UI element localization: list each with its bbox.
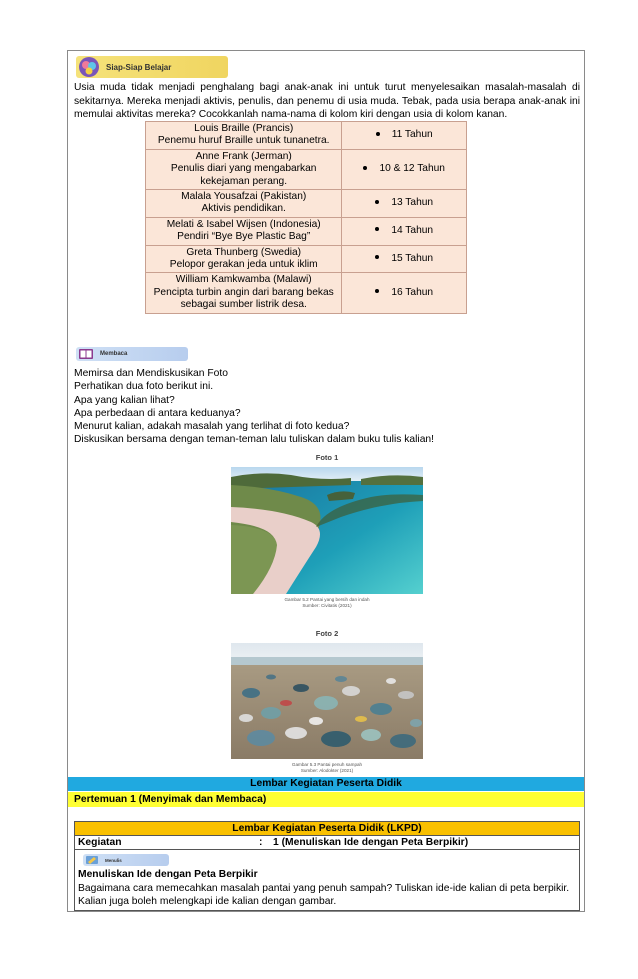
foto-2-caption xyxy=(231,762,423,774)
matching-row xyxy=(146,190,467,218)
lkpd-box xyxy=(74,821,580,911)
lkpd-heading: Menuliskan Ide dengan Peta Berpikir xyxy=(78,869,258,880)
person-cell xyxy=(146,149,342,189)
age-cell xyxy=(342,273,467,313)
age-value: 13 Tahun xyxy=(391,197,434,209)
age-cell xyxy=(342,149,467,189)
bullet-icon xyxy=(375,200,379,204)
person-cell xyxy=(146,122,342,150)
person-name: Anne Frank (Jerman) xyxy=(195,150,292,162)
siap-siap-belajar-label: Siap-Siap Belajar xyxy=(106,62,172,72)
document-page xyxy=(67,50,585,912)
person-cell xyxy=(146,245,342,273)
age-value: 10 & 12 Tahun xyxy=(379,163,445,175)
reading-line: Diskusikan bersama dengan teman-teman lalu tuliskan dalam buku tulis kalian! xyxy=(74,434,435,446)
book-icon xyxy=(78,347,94,361)
person-description: Penulis diari yang mengabarkan kekejaman perang. xyxy=(170,163,317,187)
age-cell xyxy=(342,122,467,150)
foto-2-caption-line: Gambar 5.3 Pantai penuh sampah xyxy=(291,762,363,767)
foto-1-source: Sumber: Civitatis (2021) xyxy=(302,603,352,608)
person-name: Malala Yousafzai (Pakistan) xyxy=(181,191,307,203)
matching-row xyxy=(146,245,467,273)
lkpd-body xyxy=(78,868,578,909)
pencil-icon xyxy=(85,854,99,866)
age-cell xyxy=(342,217,467,245)
person-name: Louis Braille (Prancis) xyxy=(194,123,294,134)
foto-1-caption xyxy=(231,597,423,609)
lkpd-title: Lembar Kegiatan Peserta Didik (LKPD) xyxy=(75,822,579,836)
reading-line: Apa perbedaan di antara keduanya? xyxy=(74,407,241,419)
kegiatan-row xyxy=(75,836,579,850)
intro-paragraph: Usia muda tidak menjadi penghalang bagi anak-anak ini untuk turut menyelesaikan masalah-masalah di sekitarnya. Mereka menjadi aktivis, penulis, dan penemu di usia muda. Tebak, pada usia berapa anak-anak ini memulai aktivitas mereka? Cocokkanlah nama-nama di kolom kiri dengan usia di kolom kanan. xyxy=(74,82,580,121)
littered-beach-photo xyxy=(231,643,423,759)
person-cell xyxy=(146,217,342,245)
kegiatan-label: Kegiatan xyxy=(78,837,122,848)
clean-beach-photo xyxy=(231,467,423,594)
foto-2-source: Sumber: Alodokter (2021) xyxy=(300,768,354,773)
age-value: 15 Tahun xyxy=(391,252,434,264)
reading-line: Menurut kalian, adakah masalah yang terlihat di foto kedua? xyxy=(74,421,350,433)
lembar-kegiatan-bar: Lembar Kegiatan Peserta Didik xyxy=(68,777,584,791)
foto-1-title: Foto 1 xyxy=(315,453,339,462)
person-description: Aktivis pendidikan. xyxy=(201,203,286,215)
pertemuan-bar: Pertemuan 1 (Menyimak dan Membaca) xyxy=(68,792,584,807)
membaca-banner xyxy=(76,347,188,361)
kegiatan-colon: : xyxy=(259,837,263,848)
bullet-icon xyxy=(363,166,367,170)
age-value: 14 Tahun xyxy=(391,225,434,237)
bullet-icon xyxy=(375,289,379,293)
person-cell xyxy=(146,190,342,218)
person-description: Penemu huruf Braille untuk tunanetra. xyxy=(157,135,330,147)
age-cell xyxy=(342,245,467,273)
reading-instructions xyxy=(74,367,434,447)
matching-table xyxy=(145,121,467,314)
lkpd-instructions: Bagaimana cara memecahkan masalah pantai yang penuh sampah? Tuliskan ide-ide kalian di peta berpikir. Kalian juga boleh melengkapi ide kalian dengan gambar. xyxy=(78,882,570,908)
menulis-label: Menulis xyxy=(105,857,122,863)
age-value: 16 Tahun xyxy=(391,286,434,298)
bullet-icon xyxy=(375,255,379,259)
person-description: Pelopor gerakan jeda untuk iklim xyxy=(169,259,318,271)
foto-2-title: Foto 2 xyxy=(315,629,339,638)
person-description: Pendiri “Bye Bye Plastic Bag” xyxy=(177,231,311,243)
menulis-banner xyxy=(83,854,169,866)
foto-1-caption-line: Gambar 5.2 Pantai yang bersih dan indah xyxy=(284,597,370,602)
bullet-icon xyxy=(376,132,380,136)
kegiatan-value: 1 (Menuliskan Ide dengan Peta Berpikir) xyxy=(273,837,469,848)
matching-row xyxy=(146,273,467,313)
brain-icon xyxy=(78,56,100,78)
person-description: Pencipta turbin angin dari barang bekas sebagai sumber listrik desa. xyxy=(153,286,334,311)
person-name: Melati & Isabel Wijsen (Indonesia) xyxy=(166,218,321,230)
age-cell xyxy=(342,190,467,218)
person-name: William Kamkwamba (Malawi) xyxy=(175,274,312,286)
reading-line: Perhatikan dua foto berikut ini. xyxy=(74,381,214,393)
person-cell xyxy=(146,273,342,313)
siap-siap-belajar-banner xyxy=(76,56,228,78)
matching-row xyxy=(146,122,467,150)
reading-line: Memirsa dan Mendiskusikan Foto xyxy=(74,368,228,379)
age-value: 11 Tahun xyxy=(391,129,433,141)
reading-line: Apa yang kalian lihat? xyxy=(74,394,175,406)
matching-row xyxy=(146,217,467,245)
membaca-label: Membaca xyxy=(100,351,128,357)
bullet-icon xyxy=(375,227,379,231)
person-name: Greta Thunberg (Swedia) xyxy=(186,246,302,258)
matching-row xyxy=(146,149,467,189)
